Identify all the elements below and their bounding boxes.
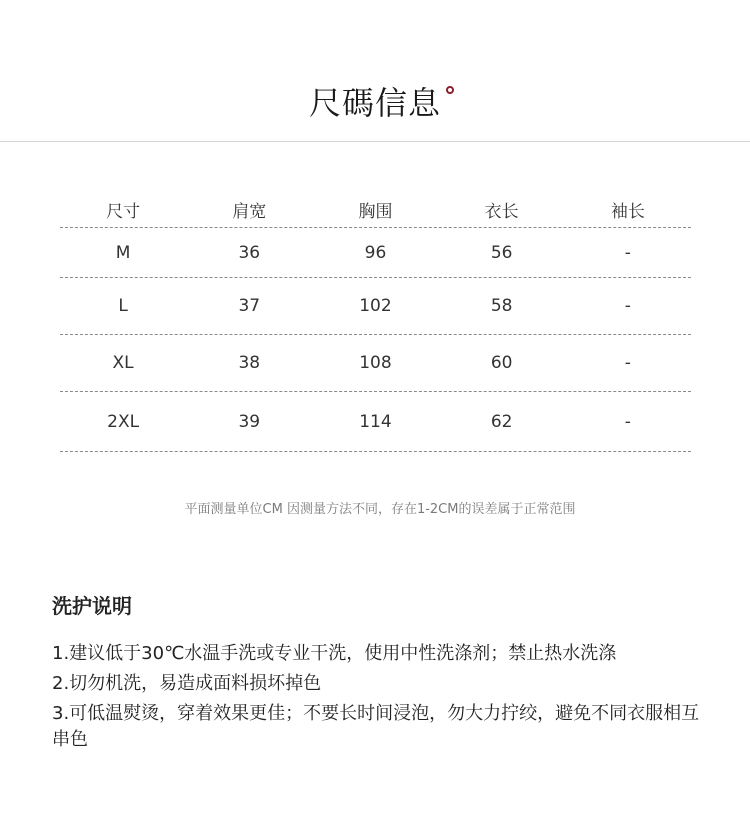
header-chest: 胸围 [358,202,393,222]
cell-chest: 96 [364,242,387,263]
page-title [309,78,441,128]
care-title: 洗护说明 [52,594,132,618]
cell-sleeve: - [624,353,631,373]
care-item: 2.切勿机洗，易造成面料损坏掉色 [52,673,322,694]
title-section [0,78,750,128]
cell-length: 58 [490,296,513,316]
cell-size: XL [112,353,134,373]
table-header-row [60,188,691,228]
cell-sleeve: - [624,242,631,263]
page-title-text: 尺碼信息 [308,84,441,122]
cell-length: 56 [490,242,513,263]
cell-shoulder: 38 [238,353,261,373]
table-row [60,228,691,278]
care-item: 1.建议低于30℃水温手洗或专业干洗，使用中性洗涤剂；禁止热水洗涤 [52,643,617,664]
top-divider [0,141,750,142]
cell-shoulder: 36 [238,242,261,263]
care-item: 3.可低温熨烫，穿着效果更佳；不要长时间浸泡，勿大力拧绞，避免不同衣服相互串色 [52,703,700,750]
cell-chest: 102 [359,296,392,316]
header-shoulder: 肩宽 [232,202,267,222]
table-row [60,278,691,335]
cell-size: 2XL [107,411,140,432]
cell-shoulder: 39 [238,411,261,432]
cell-length: 62 [490,411,513,432]
size-table [60,188,691,452]
header-sleeve: 袖长 [610,202,645,222]
cell-chest: 114 [359,411,392,432]
cell-shoulder: 37 [238,296,261,316]
cell-sleeve: - [624,411,631,432]
cell-length: 60 [490,353,513,373]
cell-chest: 108 [359,353,392,373]
header-length: 衣长 [484,202,519,222]
table-row [60,392,691,452]
measurement-note: 平面测量单位CM 因测量方法不同，存在1-2CM的误差属于正常范围 [184,502,576,517]
care-list [52,641,702,757]
cell-size: L [118,296,128,316]
cell-size: M [115,242,131,263]
cell-sleeve: - [624,296,631,316]
table-row [60,335,691,392]
title-circle-icon [446,86,454,94]
header-size: 尺寸 [106,202,141,222]
